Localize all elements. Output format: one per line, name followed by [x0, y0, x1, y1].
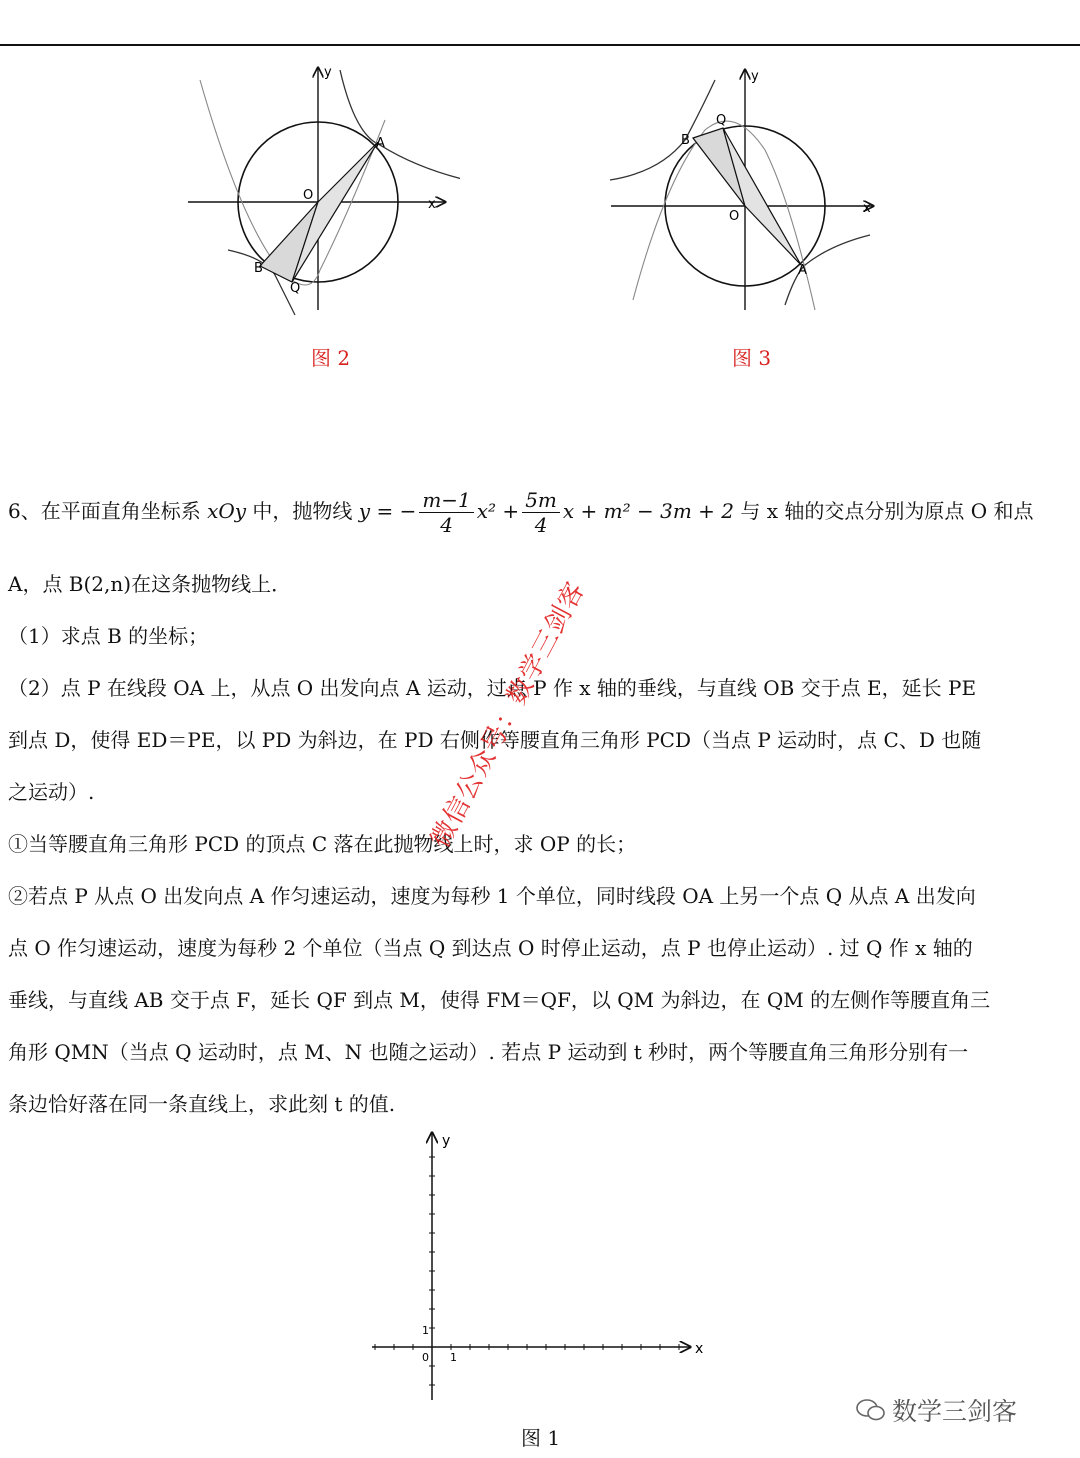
figure-2-caption: 图 2	[311, 346, 351, 370]
fraction-2	[522, 488, 560, 537]
y-axis-label: y	[751, 69, 759, 84]
shaded-triangle-2	[723, 128, 801, 265]
point-a-label: A	[798, 263, 807, 278]
figure-1-caption: 图 1	[521, 1426, 561, 1450]
fraction-numerator: 5m	[522, 488, 560, 513]
figure-1	[360, 1125, 720, 1415]
fraction-1	[419, 488, 473, 537]
question-1: （1）求点 B 的坐标；	[8, 624, 209, 648]
problem-line-2: A，点 B(2,n)在这条抛物线上．	[8, 572, 292, 596]
x-axis-label: x	[863, 201, 871, 216]
x-axis-label: x	[428, 197, 436, 212]
problem-line-1	[8, 488, 1033, 537]
question-2-line-3: 之运动）.	[8, 780, 95, 804]
math-span: x + m² − 3m + 2	[562, 499, 734, 523]
math-span: xOy	[207, 499, 247, 523]
footer-watermark-text: 数学三剑客	[892, 1397, 1018, 1426]
wechat-icon	[856, 1398, 886, 1422]
y-unit-label: 1	[422, 1324, 429, 1337]
point-b-label: B	[681, 133, 690, 148]
fraction-denominator: 4	[440, 513, 453, 537]
diagonal-watermark: 微信公众号：数学三剑客	[425, 576, 592, 853]
math-span: x² +	[476, 499, 520, 523]
x-axis-label: x	[695, 1341, 704, 1357]
x-unit-label: 1	[450, 1351, 457, 1364]
question-2-line-1: （2）点 P 在线段 OA 上，从点 O 出发向点 A 运动，过点 P 作 x 轴的垂线，与直线 OB 交于点 E，延长 PE	[8, 676, 977, 700]
hyperbola-upper	[610, 80, 715, 180]
y-axis-label: y	[442, 1133, 451, 1149]
text-span: 6、在平面直角坐标系	[8, 499, 208, 523]
axis-ticks	[375, 1157, 679, 1385]
top-rule	[0, 44, 1080, 46]
fraction-denominator: 4	[534, 513, 548, 537]
point-q-label: Q	[716, 113, 727, 128]
text-span: 与 x 轴的交点分别为原点 O 和点	[734, 499, 1034, 523]
math-span: y = −	[358, 499, 417, 523]
sub-question-2-line-4: 角形 QMN（当点 Q 运动时，点 M、N 也随之运动）. 若点 P 运动到 t 秒时，两个等腰直角三角形分别有一	[8, 1040, 969, 1064]
sub-question-2-line-5: 条边恰好落在同一条直线上，求此刻 t 的值.	[8, 1092, 396, 1116]
y-axis-label: y	[324, 65, 332, 80]
point-b-label: B	[254, 261, 263, 276]
text-span: 中，抛物线	[246, 499, 359, 523]
origin-label: 0	[422, 1351, 429, 1364]
fraction-numerator: m−1	[419, 488, 473, 513]
sub-question-2-line-2: 点 O 作匀速运动，速度为每秒 2 个单位（当点 Q 到达点 O 时停止运动，点 P 也停止运动）. 过 Q 作 x 轴的	[8, 936, 973, 960]
figure-3	[605, 60, 885, 320]
question-2-line-2: 到点 D，使得 ED＝PE，以 PD 为斜边，在 PD 右侧作等腰直角三角形 PCD（当点 P 运动时，点 C、D 也随	[8, 728, 982, 752]
figure-3-caption: 图 3	[732, 346, 772, 370]
point-o-label: O	[729, 209, 740, 224]
point-o-label: O	[303, 188, 314, 203]
sub-question-2-line-3: 垂线，与直线 AB 交于点 F，延长 QF 到点 M，使得 FM＝QF，以 QM 为斜边，在 QM 的左侧作等腰直角三	[8, 988, 991, 1012]
point-a-label: A	[376, 136, 385, 151]
footer-watermark	[856, 1392, 1017, 1428]
point-q-label: Q	[290, 281, 301, 296]
figure-2	[180, 60, 460, 320]
sub-question-1: ①当等腰直角三角形 PCD 的顶点 C 落在此抛物线上时，求 OP 的长；	[8, 832, 637, 856]
shaded-triangle-2	[292, 142, 378, 282]
sub-question-2-line-1: ②若点 P 从点 O 出发向点 A 作匀速运动，速度为每秒 1 个单位，同时线段 OA 上另一个点 Q 从点 A 出发向	[8, 884, 976, 908]
